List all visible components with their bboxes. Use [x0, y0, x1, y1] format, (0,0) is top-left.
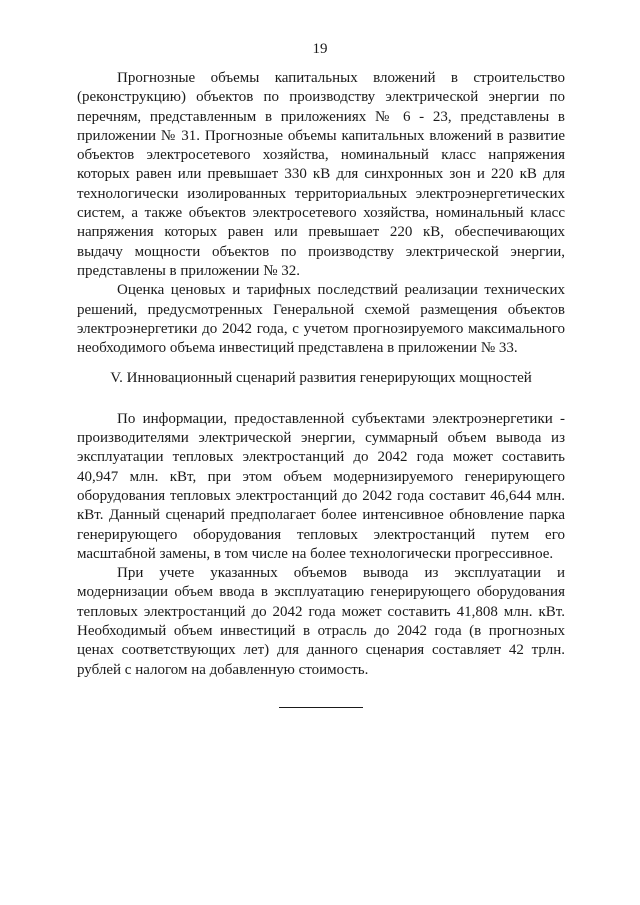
paragraph-commissioning-investments: При учете указанных объемов вывода из эксплуатации и модернизации объем ввода в эксплуатацию генерирующего оборудования тепловых электростанций до 2042 года может составить 41,808 млн. кВт. Необходимый объем инвестиций в отрасль до 2042 года (в прогнозных ценах соответствующих лет) для данного сценария составляет 42 трлн. рублей с налогом на добавленную стоимость. — [77, 565, 565, 678]
page-number: 19 — [312, 41, 328, 57]
paragraph-capital-investments: Прогнозные объемы капитальных вложений в строительство (реконструкцию) объектов по производству электрической энергии по перечням, представленным в приложениях № 6 - 23, представлены в приложении № 31. Прогнозные объемы капитальных вложений в развитие объектов электросетевого хозяйства, номинальный класс напряжения которых равен или превышает 330 кВ для синхронных зон и 220 кВ для технологически изолированных территориальных электроэнергетических систем, а также объектов электросетевого хозяйства, номинальный класс напряжения которых равен или превышает 220 кВ, обеспечивающих выдачу мощности объектов по производству электрической энергии, представлены в приложении № 32. — [77, 70, 565, 279]
paragraph-decommissioning-volume: По информации, предоставленной субъектами электроэнергетики - производителями электрической энергии, суммарный объем вывода из эксплуатации тепловых электростанций до 2042 года может составить 40,947 млн. кВт, при этом объем модернизируемого генерирующего оборудования тепловых электростанций до 2042 года составит 46,644 млн. кВт. Данный сценарий предполагает более интенсивное обновление парка генерирующего оборудования тепловых электростанций путем его масштабной замены, в том числе на более технологически прогрессивное. — [77, 410, 565, 562]
end-divider — [279, 707, 363, 708]
section-heading: V. Инновационный сценарий развития генерирующих мощностей — [110, 370, 532, 387]
document-body — [77, 69, 565, 708]
paragraph-price-tariff-assessment: Оценка ценовых и тарифных последствий реализации технических решений, предусмотренных Генеральной схемой размещения объектов электроэнергетики до 2042 года, с учетом прогнозируемого максимального необходимого объема инвестиций представлена в приложении № 33. — [77, 282, 565, 357]
